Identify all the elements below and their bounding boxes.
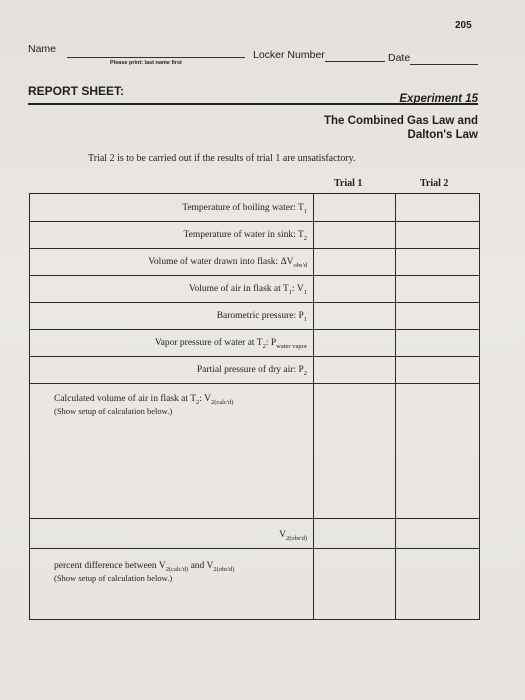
row-label-sink-temp: Temperature of water in sink: $T_2$ [183,230,307,242]
trial-2-header: Trial 2 [420,178,449,189]
cell-calculated-volume-trial1[interactable] [315,385,393,517]
data-table [29,193,480,620]
experiment-title-line1: The Combined Gas Law and [324,115,478,127]
row-label-boiling-temp: Temperature of boiling water: $T_1$ [182,203,307,215]
row-divider [30,548,479,549]
row-label-dry-air-pressure: Partial pressure of dry air: $P_2$ [196,365,307,377]
cell-percent-difference-trial1[interactable] [315,550,393,618]
column-divider-1 [313,194,314,619]
row-divider [30,275,479,276]
row-divider [30,329,479,330]
report-sheet-heading: REPORT SHEET: [28,84,125,98]
row-label-vapor-pressure: Vapor pressure of water at $T_2$: $P_{water vapor}$ [154,338,307,350]
experiment-title-line2: Dalton's Law [407,129,478,141]
locker-number-label: Locker Number [253,49,325,61]
trial-1-header: Trial 1 [334,178,363,189]
name-hint: Please print: last name first [110,60,182,66]
row-label-percent-difference: percent difference between $V_{2(calc'd)}$ and $V_{2(obs'd)}$ [54,561,235,573]
cell-boiling-temp-trial2[interactable] [397,196,477,220]
cell-percent-difference-trial2[interactable] [397,550,477,618]
row-label-air-volume: Volume of air in flask at $T_1$: $V_1$ [188,284,307,296]
cell-boiling-temp-trial1[interactable] [315,196,393,220]
page-number: 205 [455,20,472,31]
date-field[interactable] [410,64,478,65]
row-label-barometric-pressure: Barometric pressure: $P_1$ [216,311,307,323]
row-label-observed-volume: $V_{2(obs'd)}$ [279,530,307,542]
locker-number-field[interactable] [325,61,385,62]
name-label: Name [28,43,57,55]
row-divider [30,248,479,249]
calculation-work-area-1[interactable] [32,422,311,516]
experiment-number: Experiment 15 [399,93,478,105]
row-divider [30,221,479,222]
row-divider [30,302,479,303]
row-divider [30,356,479,357]
row-divider [30,518,479,519]
calc-setup-note-1: (Show setup of calculation below.) [54,406,173,416]
row-label-calculated-volume: Calculated volume of air in flask at $T_2$: $V_{2(calc'd)}$ [54,394,234,406]
experiment-title [280,114,478,142]
cell-calculated-volume-trial2[interactable] [397,385,477,517]
calc-setup-note-2: (Show setup of calculation below.) [54,573,173,583]
date-label: Date [388,52,411,64]
name-field[interactable] [67,57,245,58]
column-divider-2 [395,194,396,619]
row-divider [30,383,479,384]
row-label-water-volume: Volume of water drawn into flask: $\Delta V_{obs'd}$ [148,257,307,269]
instruction-text: Trial 2 is to be carried out if the results of trial 1 are unsatisfactory. [88,153,356,164]
